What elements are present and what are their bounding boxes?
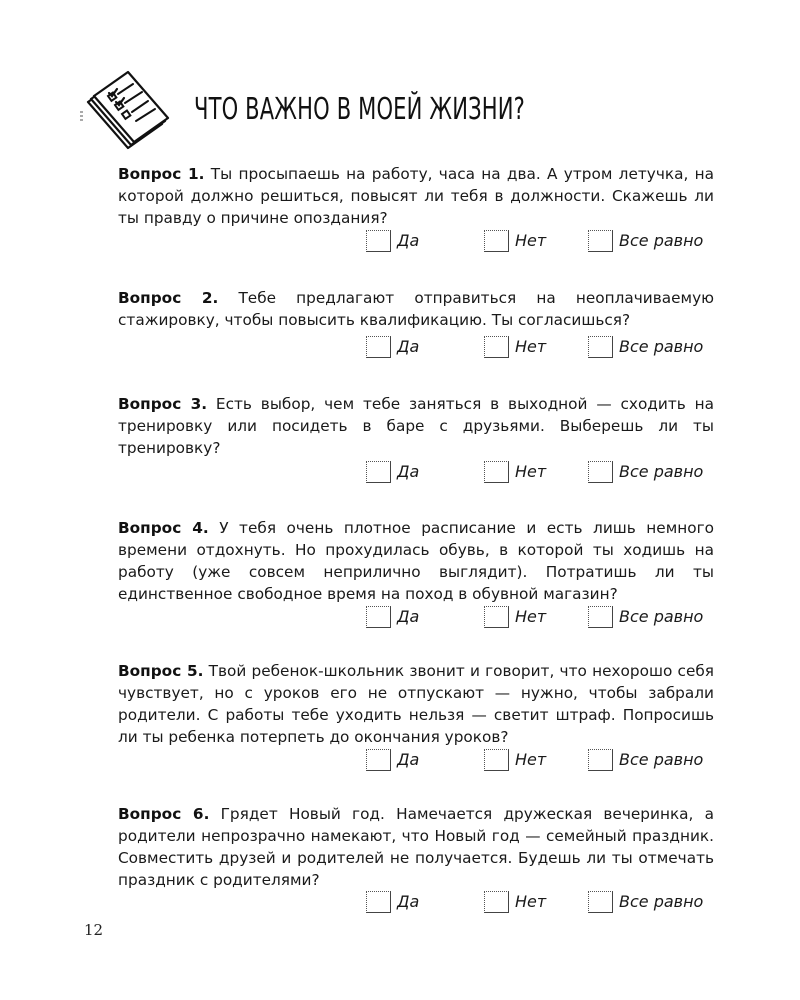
answer-options-3 [366, 460, 726, 484]
answer-label: Да [397, 750, 420, 769]
answer-label: Все равно [619, 607, 704, 626]
answer-yes[interactable] [366, 460, 419, 484]
question-text [118, 517, 714, 605]
questionnaire-papers-icon [78, 68, 178, 152]
checkbox[interactable] [588, 606, 613, 628]
answer-options-4 [366, 605, 726, 629]
question-text [118, 393, 714, 459]
checkbox[interactable] [484, 336, 509, 358]
question-label: Вопрос 3. [118, 395, 208, 413]
question-2 [118, 287, 714, 331]
answer-label: Все равно [619, 750, 704, 769]
answer-options-2 [366, 335, 726, 359]
question-label: Вопрос 6. [118, 805, 210, 823]
checkbox[interactable] [366, 230, 391, 252]
checkbox[interactable] [366, 336, 391, 358]
question-label: Вопрос 2. [118, 289, 219, 307]
page-number: 12 [84, 921, 104, 939]
answer-indifferent[interactable] [588, 335, 703, 359]
question-text [118, 660, 714, 748]
answer-label: Нет [515, 750, 547, 769]
answer-indifferent[interactable] [588, 605, 703, 629]
answer-label: Все равно [619, 231, 704, 250]
checkbox[interactable] [484, 891, 509, 913]
question-body: Грядет Новый год. Намечается дружеская вечеринка, а родители непрозрачно намекают, что Новый год — семейный праздник. Совместить друзей и родителей не получается. Будешь ли ты отмечать праздник с родителями? [118, 805, 714, 889]
answer-label: Все равно [619, 892, 704, 911]
answer-yes[interactable] [366, 748, 419, 772]
page-title: ЧТО ВАЖНО В МОЕЙ ЖИЗНИ? [194, 92, 526, 127]
answer-yes[interactable] [366, 890, 419, 914]
answer-indifferent[interactable] [588, 460, 703, 484]
answer-indifferent[interactable] [588, 890, 703, 914]
question-6 [118, 803, 714, 891]
answer-no[interactable] [484, 229, 546, 253]
answer-label: Нет [515, 337, 547, 356]
answer-label: Да [397, 462, 420, 481]
answer-label: Нет [515, 892, 547, 911]
answer-no[interactable] [484, 748, 546, 772]
checkbox[interactable] [588, 891, 613, 913]
checkbox[interactable] [588, 230, 613, 252]
question-body: Есть выбор, чем тебе заняться в выходной — сходить на тренировку или посидеть в баре с друзьями. Выберешь ли ты тренировку? [118, 395, 714, 457]
answer-label: Нет [515, 607, 547, 626]
checkbox[interactable] [588, 461, 613, 483]
checkbox[interactable] [366, 461, 391, 483]
question-body: Ты просыпаешь на работу, часа на два. А утром летучка, на которой должно решиться, повысят ли тебя в должности. Скажешь ли ты правду о причине опоздания? [118, 165, 714, 227]
answer-options-5 [366, 748, 726, 772]
question-label: Вопрос 4. [118, 519, 209, 537]
checkbox[interactable] [484, 461, 509, 483]
answer-no[interactable] [484, 890, 546, 914]
answer-yes[interactable] [366, 605, 419, 629]
question-body: У тебя очень плотное расписание и есть лишь немного времени отдохнуть. Но прохудилась обувь, в которой ты ходишь на работу (уже совсем неприлично выглядит). Потратишь ли ты единственное свободное время на поход в обувной магазин? [118, 519, 714, 603]
answer-indifferent[interactable] [588, 748, 703, 772]
question-label: Вопрос 1. [118, 165, 205, 183]
question-text [118, 803, 714, 891]
checkbox[interactable] [366, 891, 391, 913]
answer-indifferent[interactable] [588, 229, 703, 253]
question-body: Тебе предлагают отправиться на неоплачиваемую стажировку, чтобы повысить квалификацию. Ты согласишься? [118, 289, 714, 329]
checkbox[interactable] [588, 749, 613, 771]
question-1 [118, 163, 714, 229]
checkbox[interactable] [588, 336, 613, 358]
answer-label: Все равно [619, 462, 704, 481]
question-body: Твой ребенок-школьник звонит и говорит, что нехорошо себя чувствует, но с уроков его не отпускают — нужно, чтобы забрали родители. С работы тебе уходить нельзя — светит штраф. Попросишь ли ты ребенка потерпеть до окончания уроков? [118, 662, 714, 746]
checkbox[interactable] [484, 749, 509, 771]
checkbox[interactable] [366, 606, 391, 628]
answer-options-6 [366, 890, 726, 914]
answer-label: Да [397, 607, 420, 626]
checkbox[interactable] [366, 749, 391, 771]
question-4 [118, 517, 714, 605]
answer-no[interactable] [484, 605, 546, 629]
checkbox[interactable] [484, 606, 509, 628]
question-3 [118, 393, 714, 459]
answer-label: Да [397, 337, 420, 356]
answer-no[interactable] [484, 460, 546, 484]
question-5 [118, 660, 714, 748]
answer-yes[interactable] [366, 335, 419, 359]
answer-options-1 [366, 229, 726, 253]
question-text [118, 287, 714, 331]
answer-label: Все равно [619, 337, 704, 356]
answer-label: Да [397, 892, 420, 911]
checkbox[interactable] [484, 230, 509, 252]
question-label: Вопрос 5. [118, 662, 204, 680]
answer-yes[interactable] [366, 229, 419, 253]
answer-label: Нет [515, 462, 547, 481]
answer-no[interactable] [484, 335, 546, 359]
answer-label: Да [397, 231, 420, 250]
question-text [118, 163, 714, 229]
answer-label: Нет [515, 231, 547, 250]
